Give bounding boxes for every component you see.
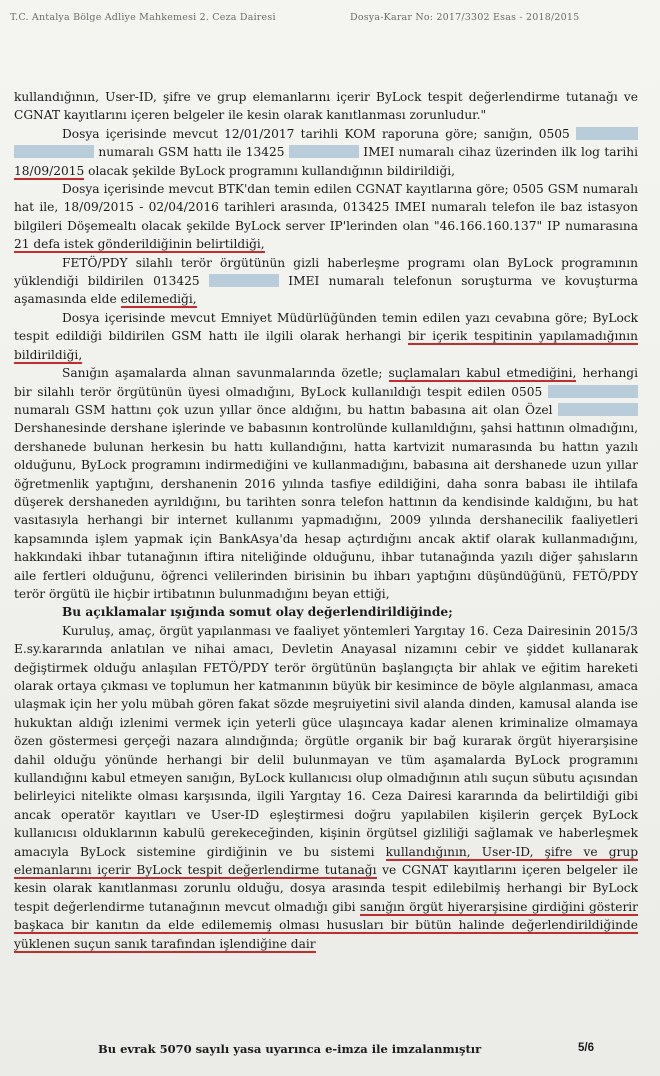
underlined-text: sanığın örgüt hiyerarşisine girdiğini gösterir başkaca bir kanıtın da elde edilememiş olması hususları bir bütün halinde değerlendirildiğinde yüklenen suçun sanık tarafından işlendiğine dair: [14, 899, 638, 951]
underlined-text: bir içerik tespitinin yapılamadığının bildirildiği,: [14, 329, 638, 362]
text: Dosya içerisinde mevcut BTK'dan temin edilen CGNAT kayıtlarına göre; 0505: [62, 182, 544, 197]
paragraph: [14, 309, 638, 364]
redaction-box: [289, 145, 359, 158]
paragraph: [14, 254, 638, 309]
redaction-box: [548, 385, 638, 398]
case-number: Dosya-Karar No: 2017/3302 Esas - 2018/2015: [350, 12, 580, 23]
e-signature-note: Bu evrak 5070 sayılı yasa uyarınca e-imza ile imzalanmıştır: [98, 1042, 482, 1056]
text: numaralı GSM hattını çok uzun yıllar önce aldığını, bu hattın babasına ait olan Özel: [14, 402, 553, 417]
text: Dosya içerisinde mevcut 12/01/2017 tarihli KOM raporuna göre; sanığın, 0505: [62, 126, 570, 141]
page-footer: [0, 1038, 660, 1062]
text: IMEI numaralı cihaz üzerinden ilk log tarihi: [363, 145, 639, 160]
underlined-text: suçlamaları kabul etmediğini,: [388, 366, 577, 381]
redaction-box: [209, 274, 279, 287]
page-number: 5/6: [578, 1042, 594, 1054]
underlined-date: 18/09/2015: [14, 163, 85, 178]
paragraph: [14, 364, 638, 603]
redaction-box: [14, 145, 94, 158]
paragraph: [14, 125, 638, 180]
text: IMEI numaralı telefonun soruşturma ve kovuşturma aşamasında elde: [14, 274, 639, 307]
text: ve CGNAT kayıtlarını içeren belgeler ile kesin olarak kanıtlanması zorunlu olduğu, dosya arasında tespit edilebilmiş herhangi bir ByLock tespit değerlendirme tutanağının mevcut olmadığı gibi: [14, 863, 639, 914]
underlined-text: edilemediği,: [120, 292, 197, 307]
redaction-box: [558, 403, 638, 416]
text: GSM numaralı hat ile, 18/09/2015 - 02/04/2016 tarihleri arasında, 013425: [14, 182, 639, 215]
text: Dosya içerisinde mevcut Emniyet Müdürlüğünden temin edilen yazı cevabına göre; ByLock tespit edildiği bildirilen GSM hattı ile ilgili olarak herhangi: [14, 310, 638, 344]
underlined-text: kullandığının, User-ID, şifre ve grup elemanlarını içerir ByLock tespit değerlendirme tutanağı: [14, 844, 639, 878]
section-heading: Bu açıklamalar ışığında somut olay değerlendirildiğinde;: [62, 605, 453, 620]
paragraph: [14, 622, 638, 953]
court-name: T.C. Antalya Bölge Adliye Mahkemesi 2. Ceza Dairesi: [10, 12, 276, 23]
text: Dershanesinde dershane işlerinde ve babasının kontrolünde kullanıldığını, şahsi hattının olmadığını, dershanede bulunan herkesin bu hattı kullandığını, hatta kartvizit numarasında bu hattın yazılı olduğunu, ByLock programını indirmediğini ve kullanmadığını, babasına ait dershanede uzun yıllar öğretmenlik yaptığını, dershanenin 2016 yılında tasfiye edildiğini, daha sonra babası ile ihtilafa düşerek dershaneden ayrıldığını, bu tarihten sonra telefon hattının da kendisinde kaldığını, bu hat vasıtasıyla herhangi bir internet kullanımı yapmadığını, 2009 yılında dershanecilik faaliyetleri kapsamında işlem yapmak için BankAsya'da hesap açtırdığını ancak aktif olarak kullanmadığını, hakkındaki ihbar tutanağının iftira niteliğinde olduğunu, ihbar tutanağında yazılı diğer şahısların aile fertleri olduğunu, öğrenci velilerinden birisinin bu ihbarı yaptığını düşündüğünü, FETÖ/PDY terör örgütü ile hiçbir irtibatının bulunmadığını beyan ettiği,: [14, 421, 638, 601]
text: kullandığının, User-ID, şifre ve grup elemanlarını içerir ByLock tespit değerlendirme tutanağı ve CGNAT kayıtlarını içeren belgeler ile kesin olarak kanıtlanması zorunludur.": [14, 90, 638, 123]
page-header: [0, 8, 660, 30]
paragraph: [14, 180, 638, 254]
redaction-box: [576, 127, 638, 140]
text: numaralı GSM hattı ile 13425: [98, 145, 285, 160]
document-body: [14, 88, 638, 953]
text: olacak şekilde ByLock programını kullandığının bildirildiği,: [88, 163, 456, 178]
text: herhangi bir silahlı terör örgütünün üyesi olmadığını, ByLock kullanıldığı tespit edilen 0505: [14, 366, 639, 399]
text: FETÖ/PDY silahlı terör örgütünün gizli haberleşme programı olan ByLock programının yüklendiği bildirilen 013425: [14, 255, 638, 289]
text: Kuruluş, amaç, örgüt yapılanması ve faaliyet yöntemleri Yargıtay 16. Ceza Dairesinin 2015/3 E.sy.kararında anlatılan ve nihai amacı, Devletin Anayasal nizamını cebir ve şiddet kullanarak değiştirmek olduğu anlaşılan FETÖ/PDY terör örgütünün başlangıçta bir ahlak ve eğitim hareketi olarak ortaya çıkması ve toplumun her katmanının büyük bir kesimince de böyle algılanması, amaca ulaşmak için her yolu mübah gören fakat sözde meşruiyetini sivil alanda dinden, kamusal alanda ise hukuktan aldığı izlenimi vermek için yeterli güce ulaşıncaya kadar alenen kriminalize olmamaya özen göstermesi gerçeği nazara alındığında; örgütle organik bir bağ kurarak örgüt hiyerarşisine dahil olduğu yönünde herhangi bir delil bulunmayan ve tüm aşamalarda ByLock programını kullandığını kabul etmeyen sanığın, ByLock kullanıcısı olup olmadığının atılı suçun sübutu açısından belirleyici nitelikte olması karşısında, ilgili Yargıtay 16. Ceza Dairesi kararında da belirtildiği gibi ancak operatör kayıtları ve User-ID eşleştirmesi doğru yapılabilen kişilerin gerçek ByLock kullanıcısı olduklarının kabulü gerekeceğinden, kişinin örgütsel gizliliği sağlamak ve haberleşmek amacıyla ByLock sistemine girdiğinin ve bu sistemi: [14, 623, 638, 859]
paragraph: [14, 88, 638, 125]
text: IMEI numaralı telefon ile baz istasyon bilgileri Döşemealtı olacak şekilde ByLock server IP'lerinden olan "46.166.160.137" IP numarasına: [14, 200, 638, 233]
underlined-text: 21 defa istek gönderildiğinin belirtildiği,: [14, 237, 265, 252]
text: Sanığın aşamalarda alınan savunmalarında özetle;: [62, 366, 383, 381]
